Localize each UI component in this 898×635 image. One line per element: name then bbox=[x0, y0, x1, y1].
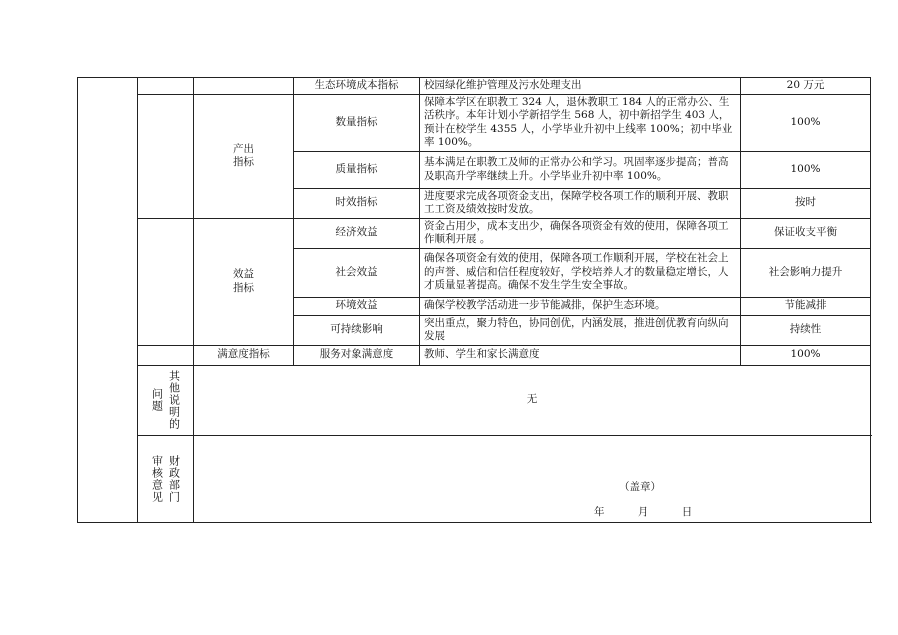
indicator-value: 保证收支平衡 bbox=[741, 218, 871, 248]
indicator-value: 100% bbox=[741, 345, 871, 365]
indicator-content: 进度要求完成各项资金支出，保障学校各项工作的顺利开展、教职工工资及绩效按时发放。 bbox=[420, 188, 741, 218]
other-notes-label-col2: 问题 bbox=[150, 388, 164, 412]
performance-table bbox=[77, 77, 871, 523]
other-notes-label-col1: 其他说明的 bbox=[167, 370, 181, 430]
sub-indicator-name: 社会效益 bbox=[294, 248, 420, 297]
other-notes-label bbox=[138, 365, 194, 435]
indicator-value: 100% bbox=[741, 94, 871, 151]
indicator-content: 保障本学区在职教工 324 人，退休教职工 184 人的正常办公、生活秩序。本年计划小学新招学生 568 人，初中新招学生 403 人，预计在校学生 4355 人，小学毕业升初中上线率 100%；初中毕业率 100%。 bbox=[420, 94, 741, 151]
group-label-benefit: 效益 指标 bbox=[194, 218, 294, 345]
date-month: 月 bbox=[637, 505, 649, 518]
table-row bbox=[78, 345, 871, 365]
table-row bbox=[78, 94, 871, 151]
indicator-content: 校园绿化维护管理及污水处理支出 bbox=[420, 78, 741, 95]
indicator-value: 节能减排 bbox=[741, 297, 871, 315]
indicator-value: 持续性 bbox=[741, 315, 871, 345]
finance-label bbox=[138, 435, 194, 522]
empty-cell bbox=[138, 345, 194, 365]
stamp-text: （盖章） bbox=[619, 480, 661, 493]
indicator-value: 20 万元 bbox=[741, 78, 871, 95]
finance-opinion-cell bbox=[194, 435, 871, 522]
table-row bbox=[78, 365, 871, 435]
empty-cell bbox=[138, 218, 194, 345]
finance-label-col2: 审核意见 bbox=[150, 454, 164, 503]
indicator-value: 100% bbox=[741, 151, 871, 188]
sub-indicator-name: 质量指标 bbox=[294, 151, 420, 188]
group-label-output: 产出 指标 bbox=[194, 94, 294, 218]
sub-indicator-name: 可持续影响 bbox=[294, 315, 420, 345]
date-day: 日 bbox=[681, 505, 693, 518]
group-label-satisfaction: 满意度指标 bbox=[194, 345, 294, 365]
empty-cell bbox=[138, 94, 194, 218]
table-row bbox=[78, 218, 871, 248]
indicator-content: 突出重点，聚力特色，协同创优，内涵发展，推进创优教育向纵向发展 bbox=[420, 315, 741, 345]
table-row bbox=[78, 435, 871, 522]
finance-label-col1: 财政部门 bbox=[167, 454, 181, 503]
indicator-value: 社会影响力提升 bbox=[741, 248, 871, 297]
sub-indicator-name: 经济效益 bbox=[294, 218, 420, 248]
sub-indicator-name: 时效指标 bbox=[294, 188, 420, 218]
indicator-content: 资金占用少，成本支出少，确保各项资金有效的使用，保障各项工作顺利开展 。 bbox=[420, 218, 741, 248]
other-notes-content: 无 bbox=[194, 365, 871, 435]
sub-indicator-name: 服务对象满意度 bbox=[294, 345, 420, 365]
table-row bbox=[78, 78, 871, 95]
indicator-content: 基本满足在职教工及师的正常办公和学习。巩固率逐步提高；普高及职高升学率继续上升。小学毕业升初中率 100%。 bbox=[420, 151, 741, 188]
empty-cell bbox=[138, 78, 194, 95]
indicator-value: 按时 bbox=[741, 188, 871, 218]
indicator-content: 确保各项资金有效的使用，保障各项工作顺利开展，学校在社会上的声誉、威信和信任程度较好，学校培养人才的数量稳定增长，人才质量显著提高。确保不发生学生安全事故。 bbox=[420, 248, 741, 297]
sub-indicator-name: 数量指标 bbox=[294, 94, 420, 151]
empty-cell bbox=[194, 78, 294, 95]
indicator-content: 教师、学生和家长满意度 bbox=[420, 345, 741, 365]
sub-indicator-name: 环境效益 bbox=[294, 297, 420, 315]
sub-indicator-name: 生态环境成本指标 bbox=[294, 78, 420, 95]
outer-label-cell bbox=[78, 78, 138, 523]
date-line bbox=[594, 506, 708, 520]
indicator-content: 确保学校教学活动进一步节能减排，保护生态环境。 bbox=[420, 297, 741, 315]
date-year: 年 bbox=[594, 505, 605, 518]
